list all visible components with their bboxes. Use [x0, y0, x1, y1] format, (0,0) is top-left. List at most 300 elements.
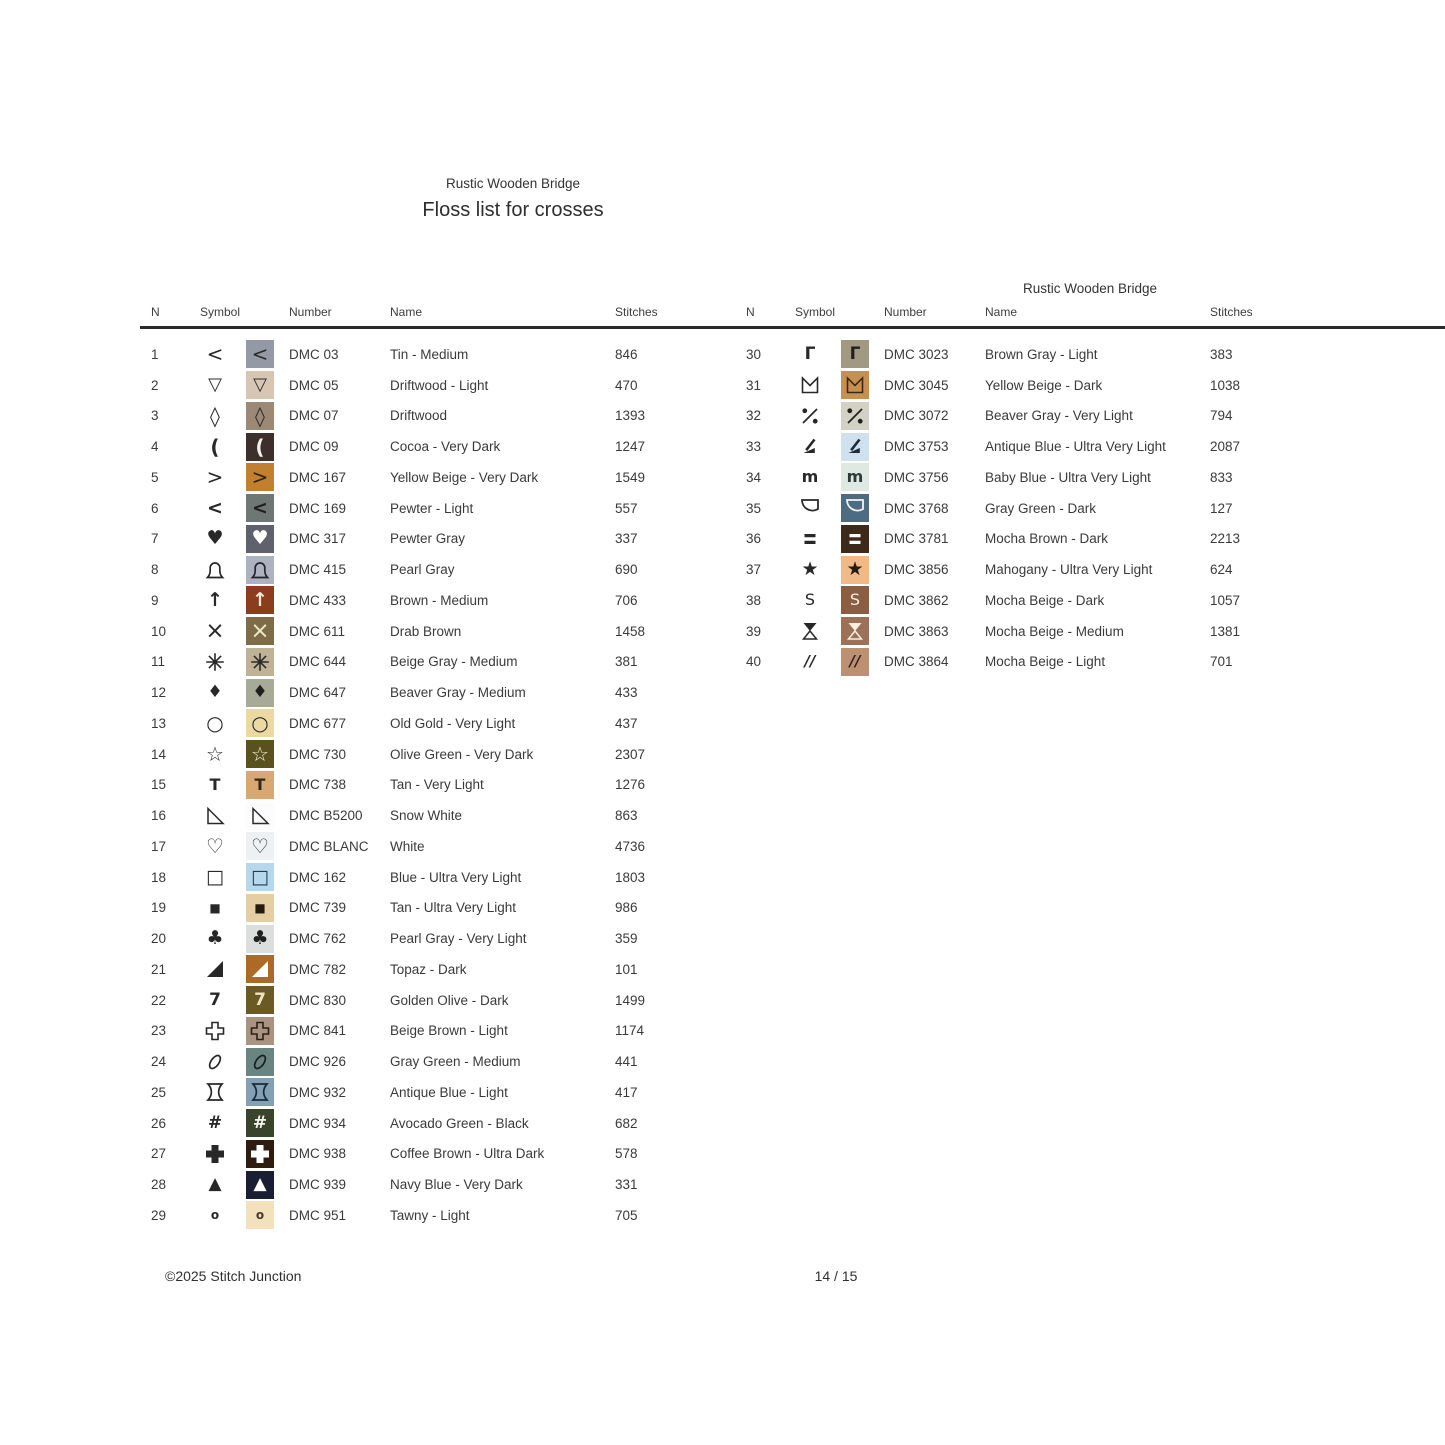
color-swatch-cell	[246, 556, 274, 584]
floss-name: Pewter - Light	[390, 500, 474, 516]
row-number: 31	[746, 377, 762, 393]
color-swatch-cell	[841, 371, 869, 399]
color-swatch-cell	[841, 463, 869, 491]
column-header-stitches: Stitches	[1210, 305, 1253, 319]
color-swatch	[246, 1078, 274, 1106]
floss-symbol-icon	[184, 1019, 246, 1043]
stitch-count: 417	[615, 1084, 638, 1100]
floss-name: Antique Blue - Ultra Very Light	[985, 439, 1166, 455]
color-swatch: m	[841, 463, 869, 491]
color-swatch-cell	[841, 402, 869, 430]
row-number: 23	[151, 1023, 167, 1039]
color-swatch	[841, 371, 869, 399]
color-swatch-cell	[246, 894, 274, 922]
floss-name: Snow White	[390, 808, 463, 824]
stitch-count: 794	[1210, 408, 1233, 424]
column-header-symbol: Symbol	[795, 305, 836, 319]
stitch-count: 381	[615, 654, 638, 670]
floss-name: Drab Brown	[390, 623, 462, 639]
column-header-number: Number	[884, 305, 927, 319]
floss-symbol-icon: ×	[205, 617, 225, 644]
stitch-count: 1803	[615, 869, 646, 885]
floss-symbol-icon: ◊	[210, 403, 220, 428]
color-swatch-cell	[246, 1017, 274, 1045]
color-swatch-cell	[246, 586, 274, 614]
floss-row	[735, 585, 1445, 616]
color-swatch-cell	[246, 617, 274, 645]
row-number: 13	[151, 715, 167, 731]
row-number: 10	[151, 623, 167, 639]
color-swatch: Γ	[841, 340, 869, 368]
dmc-number: DMC 05	[289, 377, 339, 393]
stitch-count: 2307	[615, 746, 646, 762]
color-swatch-cell	[246, 955, 274, 983]
table-rows	[735, 339, 1445, 677]
color-swatch-cell	[246, 1201, 274, 1229]
floss-name: Baby Blue - Ultra Very Light	[985, 469, 1151, 485]
floss-symbol-icon: ♣	[206, 927, 224, 950]
page-number: 14 / 15	[814, 1268, 858, 1284]
color-swatch-cell	[246, 648, 274, 676]
stitch-count: 101	[615, 961, 638, 977]
floss-row	[735, 462, 1445, 493]
color-swatch-cell	[246, 1048, 274, 1076]
dmc-number: DMC 07	[289, 408, 339, 424]
color-swatch-cell	[246, 925, 274, 953]
floss-name: Mocha Beige - Light	[985, 654, 1106, 670]
table-header	[735, 305, 1445, 319]
floss-row	[735, 431, 1445, 462]
stitch-count: 1381	[1210, 623, 1241, 639]
color-swatch-cell	[246, 402, 274, 430]
floss-name: Yellow Beige - Very Dark	[390, 469, 539, 485]
color-swatch	[246, 648, 274, 676]
floss-symbol-icon: ☆	[206, 742, 224, 767]
stitch-count: 578	[615, 1146, 638, 1162]
row-number: 26	[151, 1115, 167, 1131]
color-swatch: #	[246, 1109, 274, 1137]
floss-symbol-icon: #	[207, 1112, 223, 1133]
color-swatch-cell	[246, 340, 274, 368]
column-header-symbol: Symbol	[200, 305, 241, 319]
page-title: Floss list for crosses	[422, 199, 604, 221]
floss-symbol-icon	[184, 1080, 246, 1104]
floss-symbol-icon: Γ	[804, 343, 816, 364]
floss-symbol-icon: (	[210, 434, 220, 459]
color-swatch	[841, 402, 869, 430]
floss-row	[735, 524, 1445, 555]
stitch-count: 1247	[615, 439, 646, 455]
floss-symbol-icon: ▽	[208, 374, 222, 396]
stitch-count: 833	[1210, 469, 1233, 485]
dmc-number: DMC 3856	[884, 562, 949, 578]
row-number: 12	[151, 685, 167, 701]
floss-row	[735, 554, 1445, 585]
color-swatch: ■	[246, 894, 274, 922]
row-number: 14	[151, 746, 167, 762]
color-swatch: 7	[246, 986, 274, 1014]
color-swatch	[246, 1140, 274, 1168]
floss-row	[735, 616, 1445, 647]
floss-name: Pearl Gray	[390, 562, 455, 578]
stitch-count: 337	[615, 531, 638, 547]
color-swatch	[246, 556, 274, 584]
dmc-number: DMC 167	[289, 469, 347, 485]
color-swatch: ♡	[246, 832, 274, 860]
column-header-stitches: Stitches	[615, 305, 658, 319]
stitch-count: 1499	[615, 992, 646, 1008]
color-swatch-cell	[841, 494, 869, 522]
floss-symbol-icon	[184, 804, 246, 828]
row-number: 36	[746, 531, 762, 547]
floss-symbol-icon: ■	[209, 900, 221, 915]
floss-name: Old Gold - Very Light	[390, 715, 516, 731]
color-swatch-cell	[841, 586, 869, 614]
color-swatch-cell	[841, 617, 869, 645]
floss-name: Cocoa - Very Dark	[390, 439, 501, 455]
color-swatch-cell	[246, 1109, 274, 1137]
floss-name: Golden Olive - Dark	[390, 992, 509, 1008]
color-swatch: ◊	[246, 402, 274, 430]
color-swatch-cell	[841, 556, 869, 584]
color-swatch	[841, 525, 869, 553]
floss-symbol-icon: >	[206, 465, 224, 490]
stitch-count: 682	[615, 1115, 638, 1131]
floss-row	[735, 401, 1445, 432]
row-number: 25	[151, 1084, 167, 1100]
dmc-number: DMC 3781	[884, 531, 949, 547]
color-swatch-cell	[246, 1078, 274, 1106]
dmc-number: DMC 433	[289, 592, 347, 608]
row-number: 34	[746, 469, 762, 485]
floss-name: Gray Green - Medium	[390, 1054, 521, 1070]
row-number: 22	[151, 992, 167, 1008]
column-header-n: N	[746, 305, 755, 319]
dmc-number: DMC 03	[289, 346, 339, 362]
floss-symbol-icon	[184, 558, 246, 582]
row-number: 24	[151, 1054, 167, 1070]
row-number: 8	[151, 562, 159, 578]
stitch-count: 557	[615, 500, 638, 516]
stitch-count: 383	[1210, 346, 1233, 362]
stitch-count: 1549	[615, 469, 646, 485]
floss-symbol-icon: T	[209, 774, 221, 794]
dmc-number: DMC 3863	[884, 623, 949, 639]
color-swatch	[246, 955, 274, 983]
color-swatch-cell	[246, 802, 274, 830]
row-number: 18	[151, 869, 167, 885]
dmc-number: DMC 830	[289, 992, 347, 1008]
color-swatch	[246, 1017, 274, 1045]
floss-name: Beaver Gray - Medium	[390, 685, 526, 701]
color-swatch: ↑	[246, 586, 274, 614]
row-number: 16	[151, 808, 167, 824]
dmc-number: DMC 939	[289, 1177, 347, 1193]
row-number: 27	[151, 1146, 167, 1162]
color-swatch: ♣	[246, 925, 274, 953]
floss-symbol-icon: m	[801, 467, 819, 487]
stitch-count: 706	[615, 592, 638, 608]
stitch-count: 863	[615, 808, 638, 824]
floss-symbol-icon	[779, 527, 841, 551]
color-swatch	[246, 1048, 274, 1076]
floss-symbol-icon	[184, 957, 246, 981]
floss-symbol-icon: 7	[209, 989, 221, 1010]
dmc-number: DMC 162	[289, 869, 347, 885]
floss-name: Beige Brown - Light	[390, 1023, 508, 1039]
floss-name: Pearl Gray - Very Light	[390, 931, 527, 947]
column-header-name: Name	[985, 305, 1018, 319]
stitch-count: 2087	[1210, 439, 1241, 455]
stitch-count: 1393	[615, 408, 646, 424]
dmc-number: DMC 169	[289, 500, 347, 516]
floss-symbol-icon	[779, 496, 841, 520]
stitch-count: 1057	[1210, 592, 1241, 608]
dmc-number: DMC 782	[289, 961, 347, 977]
color-swatch: T	[246, 771, 274, 799]
floss-name: Gray Green - Dark	[985, 500, 1097, 516]
row-number: 20	[151, 931, 167, 947]
floss-symbol-icon: //	[804, 652, 816, 671]
row-number: 3	[151, 408, 159, 424]
floss-name: Navy Blue - Very Dark	[390, 1177, 523, 1193]
color-swatch: <	[246, 340, 274, 368]
stitch-count: 441	[615, 1054, 638, 1070]
color-swatch-cell	[841, 433, 869, 461]
color-swatch-cell	[246, 1171, 274, 1199]
floss-symbol-icon: □	[206, 865, 224, 888]
color-swatch-cell	[246, 1140, 274, 1168]
color-swatch-cell	[246, 832, 274, 860]
row-number: 2	[151, 377, 159, 393]
row-number: 33	[746, 439, 762, 455]
dmc-number: DMC 3756	[884, 469, 949, 485]
floss-symbol-icon	[779, 435, 841, 459]
color-swatch: ♥	[246, 525, 274, 553]
color-swatch-cell	[841, 648, 869, 676]
floss-name: Antique Blue - Light	[390, 1084, 508, 1100]
color-swatch-cell	[841, 340, 869, 368]
floss-symbol-icon	[184, 1050, 246, 1074]
color-swatch: ▽	[246, 371, 274, 399]
floss-name: Mahogany - Ultra Very Light	[985, 562, 1153, 578]
dmc-number: DMC 730	[289, 746, 347, 762]
dmc-number: DMC 644	[289, 654, 347, 670]
floss-name: Olive Green - Very Dark	[390, 746, 534, 762]
header-rule	[735, 326, 1445, 329]
floss-name: Blue - Ultra Very Light	[390, 869, 522, 885]
row-number: 35	[746, 500, 762, 516]
floss-symbol-icon: ♡	[206, 834, 224, 859]
dmc-number: DMC 677	[289, 715, 347, 731]
dmc-number: DMC 317	[289, 531, 347, 547]
floss-name: Mocha Beige - Dark	[985, 592, 1105, 608]
dmc-number: DMC 762	[289, 931, 347, 947]
dmc-number: DMC 611	[289, 623, 346, 639]
color-swatch	[841, 617, 869, 645]
color-swatch: ☆	[246, 740, 274, 768]
dmc-number: DMC 3753	[884, 439, 949, 455]
floss-name: Pewter Gray	[390, 531, 466, 547]
pattern-title: Rustic Wooden Bridge	[445, 176, 581, 191]
floss-symbol-icon	[184, 1142, 246, 1166]
floss-row	[735, 339, 1445, 370]
color-swatch: ▲	[246, 1171, 274, 1199]
dmc-number: DMC 647	[289, 685, 347, 701]
floss-symbol-icon: ▲	[208, 1174, 222, 1195]
row-number: 40	[746, 654, 762, 670]
row-number: 15	[151, 777, 167, 793]
dmc-number: DMC 739	[289, 900, 347, 916]
floss-symbol-icon: <	[207, 496, 223, 519]
color-swatch: ×	[246, 617, 274, 645]
floss-name: Brown Gray - Light	[985, 346, 1098, 362]
floss-name: Coffee Brown - Ultra Dark	[390, 1146, 545, 1162]
color-swatch-cell	[246, 494, 274, 522]
color-swatch	[246, 802, 274, 830]
row-number: 19	[151, 900, 167, 916]
row-number: 32	[746, 408, 762, 424]
row-number: 37	[746, 562, 762, 578]
row-number: 38	[746, 592, 762, 608]
floss-name: Tan - Ultra Very Light	[390, 900, 517, 916]
row-number: 4	[151, 439, 159, 455]
floss-symbol-icon: ♦	[207, 682, 223, 703]
color-swatch-cell	[246, 371, 274, 399]
floss-name: Mocha Brown - Dark	[985, 531, 1109, 547]
stitch-count: 470	[615, 377, 638, 393]
color-swatch: S	[841, 586, 869, 614]
dmc-number: DMC 09	[289, 439, 339, 455]
dmc-number: DMC 3864	[884, 654, 949, 670]
floss-name: Tan - Very Light	[390, 777, 484, 793]
column-header-name: Name	[390, 305, 423, 319]
floss-row	[735, 370, 1445, 401]
floss-symbol-icon	[779, 373, 841, 397]
floss-name: Avocado Green - Black	[390, 1115, 529, 1131]
floss-symbol-icon: ♥	[206, 527, 224, 550]
color-swatch: ★	[841, 556, 869, 584]
row-number: 1	[151, 346, 159, 362]
color-swatch: ○	[246, 709, 274, 737]
color-swatch: >	[246, 463, 274, 491]
row-number: 17	[151, 838, 167, 854]
color-swatch: □	[246, 863, 274, 891]
floss-symbol-icon: ★	[801, 558, 819, 581]
copyright-text: ©2025 Stitch Junction	[165, 1268, 302, 1284]
row-number: 28	[151, 1177, 167, 1193]
stitch-count: 624	[1210, 562, 1233, 578]
floss-row	[735, 493, 1445, 524]
stitch-count: 986	[615, 900, 638, 916]
floss-name: Driftwood	[390, 408, 448, 424]
color-swatch-cell	[246, 463, 274, 491]
floss-symbol-icon: <	[206, 342, 224, 367]
color-swatch: ♦	[246, 679, 274, 707]
floss-name: Tawny - Light	[390, 1207, 470, 1223]
right-table-title: Rustic Wooden Bridge	[1022, 281, 1158, 296]
stitch-count: 359	[615, 931, 638, 947]
color-swatch	[841, 494, 869, 522]
floss-symbol-icon	[779, 619, 841, 643]
row-number: 7	[151, 531, 159, 547]
color-swatch: (	[246, 433, 274, 461]
stitch-count: 331	[615, 1177, 638, 1193]
color-swatch-cell	[246, 740, 274, 768]
row-number: 11	[151, 654, 166, 670]
dmc-number: DMC 841	[289, 1023, 347, 1039]
row-number: 39	[746, 623, 762, 639]
stitch-count: 2213	[1210, 531, 1241, 547]
color-swatch-cell	[246, 986, 274, 1014]
stitch-count: 1038	[1210, 377, 1241, 393]
stitch-count: 690	[615, 562, 638, 578]
color-swatch-cell	[246, 863, 274, 891]
column-header-n: N	[151, 305, 160, 319]
floss-name: Yellow Beige - Dark	[985, 377, 1103, 393]
row-number: 30	[746, 346, 762, 362]
dmc-number: DMC 738	[289, 777, 347, 793]
dmc-number: DMC 3072	[884, 408, 949, 424]
floss-symbol-icon	[779, 404, 841, 428]
dmc-number: DMC 3023	[884, 346, 949, 362]
floss-symbol-icon: o	[210, 1208, 220, 1223]
dmc-number: DMC 3768	[884, 500, 949, 516]
color-swatch-cell	[841, 525, 869, 553]
floss-row	[735, 647, 1445, 678]
color-swatch: //	[841, 648, 869, 676]
floss-symbol-icon: S	[804, 590, 816, 610]
row-number: 21	[151, 961, 167, 977]
floss-name: Beige Gray - Medium	[390, 654, 518, 670]
floss-name: Driftwood - Light	[390, 377, 489, 393]
row-number: 29	[151, 1207, 167, 1223]
dmc-number: DMC 951	[289, 1207, 347, 1223]
floss-name: Topaz - Dark	[390, 961, 467, 977]
floss-name: White	[390, 838, 425, 854]
stitch-count: 127	[1210, 500, 1233, 516]
floss-table-right	[735, 0, 1445, 1260]
stitch-count: 1458	[615, 623, 646, 639]
row-number: 5	[151, 469, 159, 485]
row-number: 6	[151, 500, 159, 516]
dmc-number: DMC 932	[289, 1084, 347, 1100]
stitch-count: 1276	[615, 777, 646, 793]
dmc-number: DMC 926	[289, 1054, 347, 1070]
floss-symbol-icon: ↑	[207, 588, 223, 611]
stitch-count: 701	[1210, 654, 1233, 670]
stitch-count: 846	[615, 346, 638, 362]
stitch-count: 705	[615, 1207, 638, 1223]
color-swatch-cell	[246, 433, 274, 461]
color-swatch: o	[246, 1201, 274, 1229]
color-swatch	[841, 433, 869, 461]
floss-name: Brown - Medium	[390, 592, 489, 608]
dmc-number: DMC 415	[289, 562, 347, 578]
dmc-number: DMC 3045	[884, 377, 949, 393]
stitch-count: 433	[615, 685, 638, 701]
color-swatch: <	[246, 494, 274, 522]
floss-symbol-icon: ○	[206, 711, 224, 736]
floss-name: Tin - Medium	[390, 346, 469, 362]
dmc-number: DMC BLANC	[289, 838, 369, 854]
color-swatch-cell	[246, 709, 274, 737]
dmc-number: DMC 938	[289, 1146, 347, 1162]
row-number: 9	[151, 592, 159, 608]
color-swatch-cell	[246, 679, 274, 707]
floss-name: Beaver Gray - Very Light	[985, 408, 1133, 424]
dmc-number: DMC B5200	[289, 808, 363, 824]
